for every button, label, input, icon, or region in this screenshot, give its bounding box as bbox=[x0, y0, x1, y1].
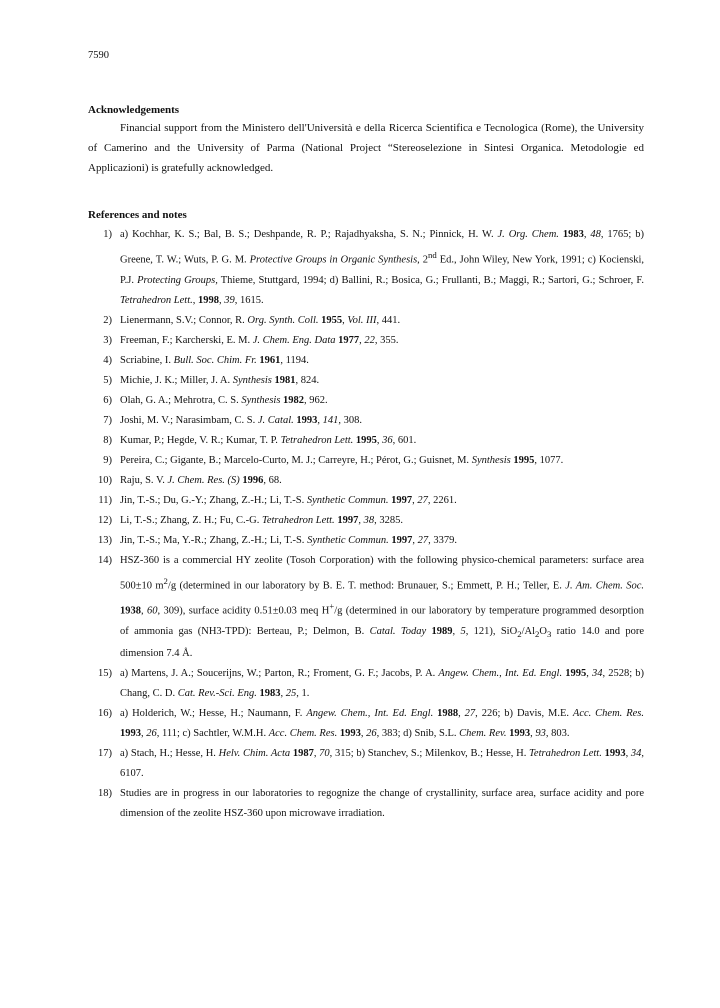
reference-text: a) Martens, J. A.; Soucerijns, W.; Parton, R.; Froment, G. F.; Jacobs, P. A. Angew. Chem., Int. Ed. Engl. 1995, 34, 2528; b) Chang, C. D. Cat. Rev.-Sci. Eng. 1983, 25, 1. bbox=[120, 667, 644, 699]
reference-item bbox=[88, 331, 644, 351]
reference-text: Olah, G. A.; Mehrotra, C. S. Synthesis 1982, 962. bbox=[120, 394, 328, 406]
reference-text: Jin, T.-S.; Ma, Y.-R.; Zhang, Z.-H.; Li, T.-S. Synthetic Commun. 1997, 27, 3379. bbox=[120, 534, 457, 546]
reference-text: Joshi, M. V.; Narasimbam, C. S. J. Catal. 1993, 141, 308. bbox=[120, 414, 362, 426]
reference-item bbox=[88, 531, 644, 551]
reference-number: 12) bbox=[98, 514, 112, 526]
reference-item bbox=[88, 551, 644, 664]
reference-number: 2) bbox=[103, 314, 112, 326]
reference-item bbox=[88, 431, 644, 451]
reference-number: 8) bbox=[103, 434, 112, 446]
reference-item bbox=[88, 744, 644, 784]
reference-text: Pereira, C.; Gigante, B.; Marcelo-Curto, M. J.; Carreyre, H.; Pérot, G.; Guisnet, M. Synthesis 1995, 1077. bbox=[120, 454, 564, 466]
reference-number: 10) bbox=[98, 474, 112, 486]
reference-text: a) Stach, H.; Hesse, H. Helv. Chim. Acta 1987, 70, 315; b) Stanchev, S.; Milenkov, B.; Hesse, H. Tetrahedron Lett. 1993, 34, 6107. bbox=[120, 747, 645, 779]
reference-text: Jin, T.-S.; Du, G.-Y.; Zhang, Z.-H.; Li, T.-S. Synthetic Commun. 1997, 27, 2261. bbox=[120, 494, 457, 506]
reference-number: 16) bbox=[98, 707, 112, 719]
acknowledgements-body: Financial support from the Ministero dell'Università e della Ricerca Scientifica e Tecnologica (Rome), the University of Camerino and the University of Parma (National Project “Stereoselezione in Sintesi Organica. Metodologie ed Applicazioni) is gratefully acknowledged. bbox=[88, 122, 644, 174]
reference-text: Freeman, F.; Karcherski, E. M. J. Chem. Eng. Data 1977, 22, 355. bbox=[120, 334, 399, 346]
reference-text: Michie, J. K.; Miller, J. A. Synthesis 1981, 824. bbox=[120, 374, 320, 386]
reference-text: Lienermann, S.V.; Connor, R. Org. Synth. Coll. 1955, Vol. III, 441. bbox=[120, 314, 401, 326]
acknowledgements-section bbox=[88, 102, 644, 178]
reference-number: 18) bbox=[98, 787, 112, 799]
reference-number: 5) bbox=[103, 374, 112, 386]
reference-number: 7) bbox=[103, 414, 112, 426]
reference-item bbox=[88, 371, 644, 391]
reference-number: 9) bbox=[103, 454, 112, 466]
reference-item bbox=[88, 311, 644, 331]
reference-item bbox=[88, 391, 644, 411]
reference-item bbox=[88, 351, 644, 371]
reference-item bbox=[88, 225, 644, 311]
reference-item bbox=[88, 471, 644, 491]
reference-number: 17) bbox=[98, 747, 112, 759]
reference-item bbox=[88, 411, 644, 431]
reference-number: 6) bbox=[103, 394, 112, 406]
reference-number: 4) bbox=[103, 354, 112, 366]
reference-text: Scriabine, I. Bull. Soc. Chim. Fr. 1961, 1194. bbox=[120, 354, 309, 366]
reference-number: 14) bbox=[98, 554, 112, 566]
page-number: 7590 bbox=[88, 50, 109, 61]
reference-number: 1) bbox=[103, 229, 112, 240]
reference-number: 15) bbox=[98, 667, 112, 679]
reference-text: Li, T.-S.; Zhang, Z. H.; Fu, C.-G. Tetrahedron Lett. 1997, 38, 3285. bbox=[120, 514, 403, 526]
reference-number: 11) bbox=[98, 494, 112, 506]
reference-item bbox=[88, 664, 644, 704]
reference-text: Kumar, P.; Hegde, V. R.; Kumar, T. P. Tetrahedron Lett. 1995, 36, 601. bbox=[120, 434, 417, 446]
reference-text: a) Kochhar, K. S.; Bal, B. S.; Deshpande, R. P.; Rajadhyaksha, S. N.; Pinnick, H. W. J. Org. Chem. 1983, 48, 1765; b) Greene, T. W.; Wuts, P. G. M. Protective Groups in Organic Synthesis, 2nd Ed., John Wiley, New York, 1991; c) Kocienski, P.J. Protecting Groups, Thieme, Stuttgard, 1994; d) Ballini, R.; Bosica, G.; Frullanti, B.; Maggi, R.; Sartori, G.; Schroer, F. Tetrahedron Lett., 1998, 39, 1615. bbox=[120, 229, 645, 306]
reference-item bbox=[88, 704, 644, 744]
reference-list bbox=[88, 225, 644, 824]
reference-item bbox=[88, 784, 644, 824]
reference-text: a) Holderich, W.; Hesse, H.; Naumann, F. Angew. Chem., Int. Ed. Engl. 1988, 27, 226; b) Davis, M.E. Acc. Chem. Res. 1993, 26, 111; c) Sachtler, W.M.H. Acc. Chem. Res. 1993, 26, 383; d) Snib, S.L. Chem. Rev. 1993, 93, 803. bbox=[120, 707, 644, 739]
reference-number: 3) bbox=[103, 334, 112, 346]
reference-text: Studies are in progress in our laboratories to regognize the change of crystallinity, surface area, surface acidity and pore dimension of the zeolite HSZ-360 upon microwave irradiation. bbox=[120, 787, 644, 819]
acknowledgements-heading: Acknowledgements bbox=[88, 104, 180, 116]
references-section bbox=[88, 207, 644, 824]
reference-item bbox=[88, 491, 644, 511]
reference-text: HSZ-360 is a commercial HY zeolite (Tosoh Corporation) with the following physico-chemical parameters: surface area 500±10 $m^2/g$ (determined in our laboratory by B. E. T. method: Brunauer, S.; Emmett, P. H.; Teller, E. J. Am. Chem. Soc. 1938, 60, 309), surface acidity 0.51±0.03 meq H+/g (determined in our laboratory by temperature programmed desorption of ammonia gas (NH3-TPD): Berteau, P.; Delmon, B. Catal. Today 1989, 5, 121), $SiO_2/Al_2O_3$ ratio 14.0 and pore dimension 7.4 Å. bbox=[120, 554, 645, 659]
reference-number: 13) bbox=[98, 534, 112, 546]
references-heading: References and notes bbox=[88, 209, 187, 221]
reference-text: Raju, S. V. J. Chem. Res. (S) 1996, 68. bbox=[120, 474, 282, 486]
reference-item bbox=[88, 451, 644, 471]
reference-item bbox=[88, 511, 644, 531]
